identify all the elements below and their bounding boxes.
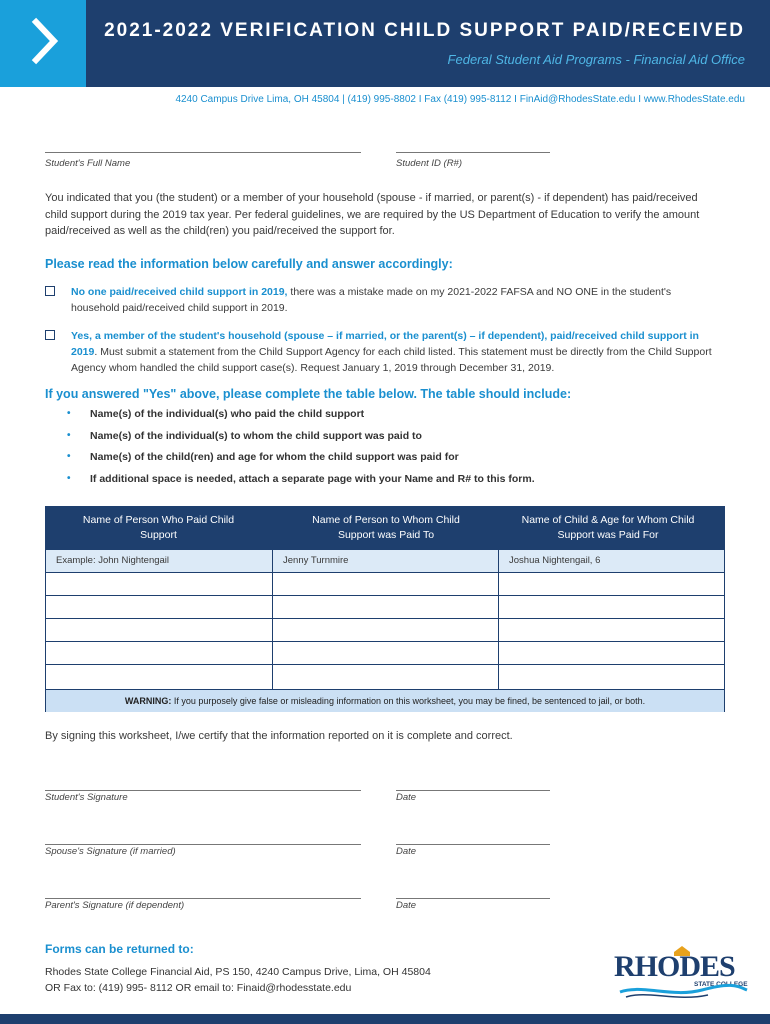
header-banner <box>0 0 770 87</box>
page-subtitle: Federal Student Aid Programs - Financial Aid Office <box>447 52 745 67</box>
return-address-line: Rhodes State College Financial Aid, PS 150, 4240 Campus Drive, Lima, OH 45804 <box>45 966 431 978</box>
return-heading: Forms can be returned to: <box>45 942 194 956</box>
checkbox-no-one[interactable] <box>45 286 55 296</box>
spouse-signature-label: Spouse's Signature (if married) <box>45 846 176 857</box>
parent-signature-line[interactable] <box>45 898 361 899</box>
requirements-list <box>60 408 535 494</box>
table-row[interactable] <box>46 595 724 619</box>
return-address <box>45 964 431 996</box>
option-yes-text: . Must submit a statement from the Child Support Agency for each child listed. This statement must be directly from the Child Support Agency whom handled the child support case(s). Request January 1, 2019 through December 31, 2019. <box>71 346 712 374</box>
checkbox-yes[interactable] <box>45 330 55 340</box>
footer-bar <box>0 1014 770 1024</box>
list-item: • Name(s) of the child(ren) and age for whom the child support was paid for <box>67 451 459 463</box>
parent-signature-label: Parent's Signature (if dependent) <box>45 900 185 911</box>
option-no-one <box>45 284 715 316</box>
column-header-payee: Name of Person to Whom Child Support was Paid To <box>312 514 460 541</box>
student-id-label: Student ID (R#) <box>396 158 462 169</box>
child-support-table <box>45 506 725 712</box>
example-payee-cell: Jenny Turnmire <box>283 555 349 566</box>
bullet-icon: • <box>67 429 71 441</box>
parent-date-line[interactable] <box>396 898 550 899</box>
contact-info: 4240 Campus Drive Lima, OH 45804 | (419) 995-8802 I Fax (419) 995-8112 I FinAid@RhodesState.edu I www.RhodesState.edu <box>175 94 745 105</box>
warning-text: If you purposely give false or misleading information on this worksheet, you may be fined, be sentenced to jail, or both. <box>171 696 646 706</box>
page-title: 2021-2022 VERIFICATION CHILD SUPPORT PAID/RECEIVED <box>104 20 745 41</box>
option-no-one-lead: No one paid/received child support in 2019, <box>71 286 288 298</box>
svg-text:STATE COLLEGE: STATE COLLEGE <box>694 981 748 988</box>
chevron-right-icon <box>30 16 60 66</box>
bullet-icon: • <box>67 451 71 462</box>
warning-label: WARNING: <box>124 696 172 706</box>
svg-text:RHODES: RHODES <box>614 950 735 983</box>
list-item: • Name(s) of the individual(s) to whom the child support was paid to <box>67 429 422 442</box>
example-payer-cell: Example: John Nightengail <box>56 555 170 566</box>
instructions-heading: Please read the information below carefully and answer accordingly: <box>45 257 453 271</box>
parent-date-label: Date <box>396 900 417 911</box>
rhodes-state-logo <box>612 944 752 1000</box>
table-instructions-heading: If you answered "Yes" above, please complete the table below. The table should include: <box>45 387 572 401</box>
student-name-line[interactable] <box>45 152 361 153</box>
warning-banner <box>46 689 724 712</box>
column-header-payer: Name of Person Who Paid Child Support <box>82 514 235 541</box>
table-row-example <box>46 549 724 573</box>
student-signature-line[interactable] <box>45 790 361 791</box>
student-id-line[interactable] <box>396 152 550 153</box>
certification-text: By signing this worksheet, I/we certify that the information reported on it is complete and correct. <box>45 730 513 742</box>
column-header-child: Name of Child & Age for Whom Child Support was Paid For <box>521 514 695 541</box>
intro-paragraph: You indicated that you (the student) or a member of your household (spouse - if married, or parent(s) - if dependent) has paid/received child support during the 2019 tax year. Per federal guidelines, we are required by the US Department of Education to verify the amount paid/received as well as the child(ren) you paid/received the support for. <box>45 192 700 237</box>
header-accent-block <box>0 0 86 87</box>
table-row[interactable] <box>46 618 724 642</box>
column-divider <box>498 507 499 689</box>
student-name-label: Student's Full Name <box>45 158 131 169</box>
spouse-date-line[interactable] <box>396 844 550 845</box>
table-row[interactable] <box>46 572 724 596</box>
student-signature-label: Student's Signature <box>45 792 128 803</box>
example-child-cell: Joshua Nightengail, 6 <box>509 555 601 566</box>
spouse-date-label: Date <box>396 846 417 857</box>
student-date-line[interactable] <box>396 790 550 791</box>
option-no-one-text: there was a mistake made on my 2021-2022 FAFSA and NO ONE in the student's household paid/received child support in 2019. <box>71 286 672 314</box>
option-yes-lead: Yes, a member of the student's household (spouse – if married, or the parent(s) – if dependent), paid/received child support in 2019 <box>71 330 699 358</box>
student-date-label: Date <box>396 792 417 803</box>
table-row[interactable] <box>46 641 724 665</box>
bullet-icon: • <box>67 472 71 484</box>
column-divider <box>272 507 273 689</box>
table-row[interactable] <box>46 664 724 688</box>
spouse-signature-line[interactable] <box>45 844 361 845</box>
bullet-icon: • <box>67 408 71 419</box>
option-yes <box>45 328 715 376</box>
list-item: • If additional space is needed, attach a separate page with your Name and R# to this form. <box>67 472 535 485</box>
return-contact-line: OR Fax to: (419) 995- 8112 OR email to: Finaid@rhodesstate.edu <box>45 982 352 994</box>
table-header <box>46 507 724 549</box>
list-item: • Name(s) of the individual(s) who paid the child support <box>67 408 365 420</box>
